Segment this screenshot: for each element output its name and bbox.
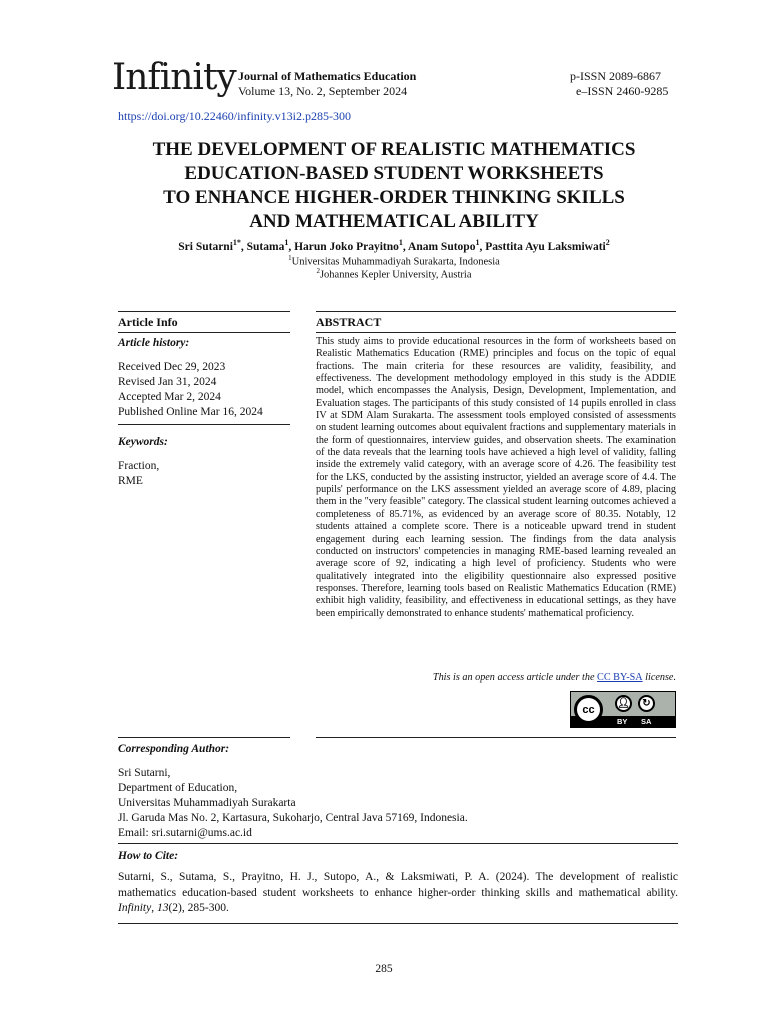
divider bbox=[118, 424, 290, 425]
history-published: Published Online Mar 16, 2024 bbox=[118, 406, 263, 418]
cc-by-sa-badge[interactable] bbox=[570, 691, 676, 728]
abstract-heading: ABSTRACT bbox=[316, 315, 382, 329]
article-history bbox=[118, 360, 290, 420]
divider bbox=[118, 843, 678, 844]
divider bbox=[316, 311, 676, 312]
department-line: Department of Education, bbox=[118, 782, 238, 794]
corresponding-author-heading: Corresponding Author: bbox=[118, 743, 230, 755]
divider bbox=[316, 737, 676, 738]
corresponding-author-details bbox=[118, 766, 678, 841]
divider bbox=[118, 923, 678, 924]
divider bbox=[118, 737, 290, 738]
author-list: Sri Sutarni$^{1*}$, Sutama$^1$, Harun Joko Prayitno$^1$, Anam Sutopo$^1$, Pasttita Ayu Laksmiwati$^2$ bbox=[178, 238, 610, 253]
author-name: Sri Sutarni bbox=[178, 240, 233, 253]
article-info-heading: Article Info bbox=[118, 315, 178, 329]
affiliation: $^2$Johannes Kepler University, Austria bbox=[316, 267, 472, 281]
title-line: EDUCATION-BASED STUDENT WORKSHEETS bbox=[184, 163, 604, 184]
electronic-issn: e–ISSN 2460-9285 bbox=[576, 84, 669, 98]
author-name: Harun Joko Prayitno bbox=[294, 240, 399, 253]
keywords-heading: Keywords: bbox=[118, 436, 168, 448]
license-link[interactable]: CC BY-SA bbox=[597, 672, 643, 683]
doi-link[interactable]: https://doi.org/10.22460/infinity.v13i2.p285-300 bbox=[118, 109, 352, 123]
author-name: Pasttita Ayu Laksmiwati bbox=[485, 240, 606, 253]
affiliation: $^1$Universitas Muhammadiyah Surakarta, Indonesia bbox=[288, 254, 500, 268]
divider bbox=[118, 332, 290, 333]
history-revised: Revised Jan 31, 2024 bbox=[118, 376, 217, 388]
badge-label-sa: SA bbox=[641, 717, 652, 726]
page-number: 285 bbox=[375, 963, 393, 975]
paper-title bbox=[100, 138, 688, 234]
author-affiliation-marker: 1* bbox=[232, 238, 241, 247]
author-name: Anam Sutopo bbox=[408, 240, 476, 253]
attribution-icon: 👤︎ bbox=[615, 695, 632, 712]
author-affiliation-marker: 2 bbox=[605, 238, 610, 247]
title-line: AND MATHEMATICAL ABILITY bbox=[249, 211, 539, 232]
email-line: Email: sri.sutarni@ums.ac.id bbox=[118, 827, 252, 839]
keyword: RME bbox=[118, 475, 143, 487]
cc-icon: cc bbox=[574, 695, 603, 724]
journal-logo: Infinity bbox=[112, 57, 236, 98]
address-line: Jl. Garuda Mas No. 2, Kartasura, Sukoharjo, Central Java 57169, Indonesia. bbox=[118, 812, 468, 824]
share-alike-icon: ↻ bbox=[638, 695, 655, 712]
citation-text: Sutarni, S., Sutama, S., Prayitno, H. J., Sutopo, A., & Laksmiwati, P. A. (2024). The development of realistic mathematics education-based student worksheets to enhance higher-order thinking skills and mathematical ability. Infinity, 13(2), 285-300. bbox=[118, 871, 678, 914]
title-line: TO ENHANCE HIGHER-ORDER THINKING SKILLS bbox=[163, 187, 625, 208]
divider bbox=[316, 332, 676, 333]
abstract-text: This study aims to provide educational resources in the form of worksheets based on Realistic Mathematics Education (RME) principles and focus on the topic of equal fractions. The main criteria for these resources are validity, feasibility, and effectiveness. The development methodology employed in this study is the ADDIE model, which encompasses the Analysis, Design, Development, Implementation, and Evaluation stages. The participants of this study consisted of 14 pupils enrolled in class IV at SDM Alam Surakarta. The assessment tools employed consisted of assessments on student learning outcomes about equivalent fractions and supplementary materials in the form of questionnaires, interview guides, and observation sheets. The examination of the data reveals that the learning tools have achieved a high level of validity, falling inside the extremely valid category, with an average score of 4.26. The feasibility test for the LKS, conducted by the assisting instructor, yielded an average score of 4.4. The pupils' performance on the LKS assessment yielded an average score of 4.89, placing them in the "very feasible" category. The classical student learning outcomes achieved a completeness of 85.71%, as evidenced by an average score of 80.35. Notably, 12 students attained a complete score. There is a noticeable upward trend in student engagement during each learning session. The findings from the data analysis conducted on instructors' competencies in managing RME-based learning revealed an average score of 92, indicating a high level of proficiency. Students who were qualitatively integrated into the eligibility questionnaire also expressed positive responses. Therefore, learning tools based on Realistic Mathematics Education (RME) exhibit high validity, feasibility, and effectiveness in educational settings, as they have been empirically demonstrated to enhance students' mathematical proficiency. bbox=[316, 336, 676, 619]
author-affiliation-marker: 1 bbox=[398, 238, 403, 247]
how-to-cite-heading: How to Cite: bbox=[118, 850, 179, 862]
keyword-list bbox=[118, 459, 290, 489]
institution-line: Universitas Muhammadiyah Surakarta bbox=[118, 797, 296, 809]
history-accepted: Accepted Mar 2, 2024 bbox=[118, 391, 221, 403]
keyword: Fraction, bbox=[118, 460, 160, 472]
print-issn: p-ISSN 2089-6867 bbox=[570, 69, 662, 83]
journal-volume: Volume 13, No. 2, September 2024 bbox=[238, 84, 408, 98]
author-name: Sutama bbox=[246, 240, 285, 253]
badge-label-by: BY bbox=[617, 717, 628, 726]
divider bbox=[118, 311, 290, 312]
author-affiliation-marker: 1 bbox=[475, 238, 480, 247]
journal-name: Journal of Mathematics Education bbox=[238, 69, 417, 83]
title-line: THE DEVELOPMENT OF REALISTIC MATHEMATICS bbox=[152, 139, 636, 160]
author-name-line: Sri Sutarni, bbox=[118, 767, 171, 779]
author-affiliation-marker: 1 bbox=[284, 238, 289, 247]
license-statement: This is an open access article under the CC BY-SA license. bbox=[432, 672, 676, 683]
history-received: Received Dec 29, 2023 bbox=[118, 361, 226, 373]
article-history-heading: Article history: bbox=[118, 337, 190, 349]
